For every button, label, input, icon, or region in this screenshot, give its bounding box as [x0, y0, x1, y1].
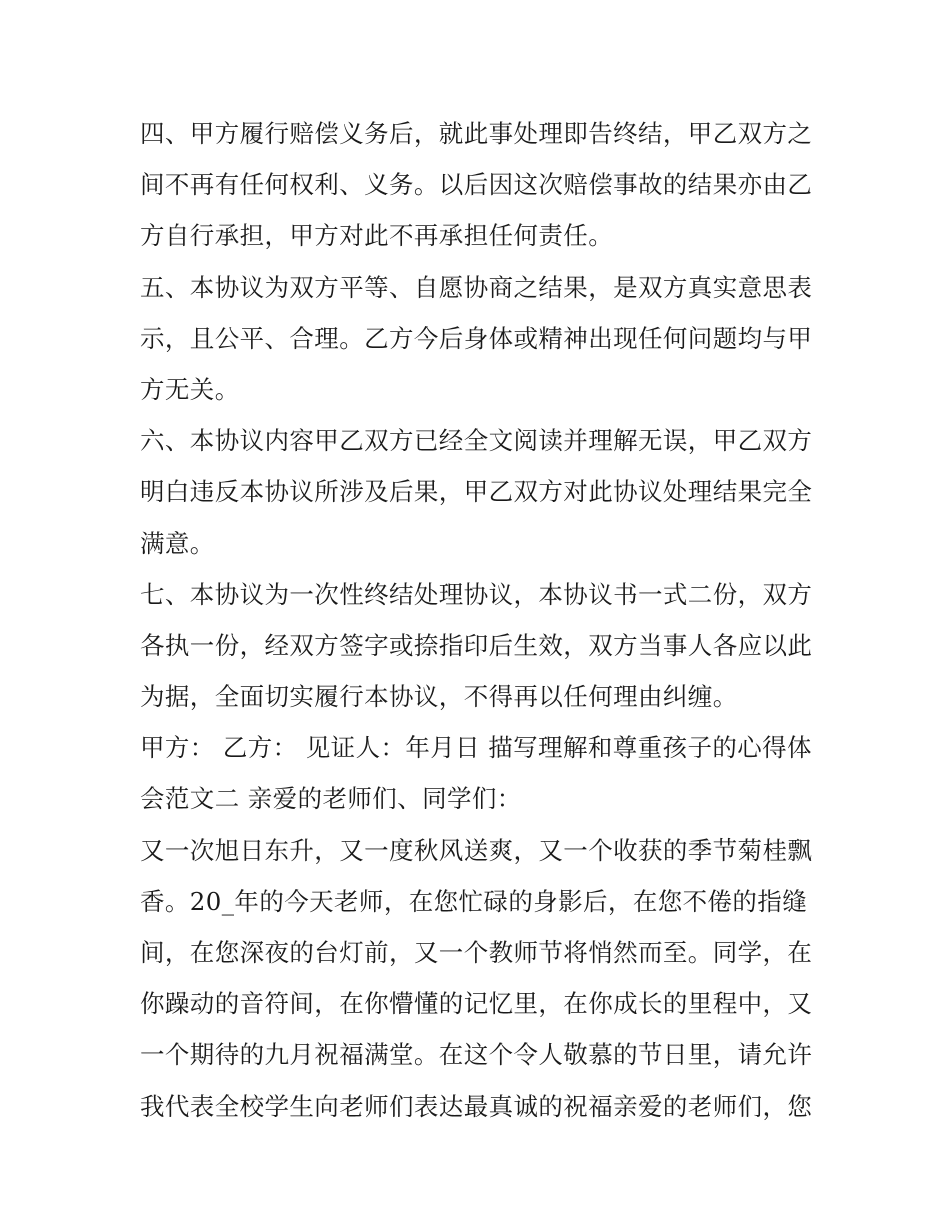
text-line: 我代表全校学生向老师们表达最真诚的祝福亲爱的老师们，您: [140, 1091, 813, 1121]
text-line: 六、本协议内容甲乙双方已经全文阅读并理解无误，甲乙双方: [140, 426, 813, 456]
document-body: [140, 108, 815, 1132]
text-line: 满意。: [140, 528, 215, 558]
text-line: 你躁动的音符间，在你懵懂的记忆里，在你成长的里程中，又: [140, 989, 813, 1019]
text-line: 一个期待的九月祝福满堂。在这个令人敬慕的节日里，请允许: [140, 1040, 813, 1070]
text-line: 又一次旭日东升，又一度秋风送爽，又一个收获的季节菊桂飘: [140, 835, 813, 865]
text-line: 四、甲方履行赔偿义务后，就此事处理即告终结，甲乙双方之: [140, 119, 813, 148]
text-line: 香。20_年的今天老师，在您忙碌的身影后，在您不倦的指缝: [140, 886, 808, 916]
text-line: 方无关。: [140, 374, 240, 404]
text-line: 七、本协议为一次性终结处理协议，本协议书一式二份，双方: [140, 579, 813, 609]
text-line: 明白违反本协议所涉及后果，甲乙双方对此协议处理结果完全: [140, 477, 813, 507]
text-line: 会范文二 亲爱的老师们、同学们：: [140, 784, 522, 814]
text-line: 方自行承担，甲方对此不再承担任何责任。: [140, 221, 614, 251]
text-line: 各执一份，经双方签字或捺指印后生效，双方当事人各应以此: [140, 630, 813, 660]
text-line: 间，在您深夜的台灯前，又一个教师节将悄然而至。同学，在: [140, 938, 813, 967]
text-line: 甲方： 乙方： 见证人：年月日 描写理解和尊重孩子的心得体: [140, 733, 812, 763]
text-line: 间不再有任何权利、义务。以后因这次赔偿事故的结果亦由乙: [140, 170, 813, 200]
text-line: 为据，全面切实履行本协议，不得再以任何理由纠缠。: [140, 682, 738, 712]
text-line: 示，且公平、合理。乙方今后身体或精神出现任何问题均与甲: [140, 323, 813, 353]
text-line: 五、本协议为双方平等、自愿协商之结果，是双方真实意思表: [140, 272, 813, 302]
